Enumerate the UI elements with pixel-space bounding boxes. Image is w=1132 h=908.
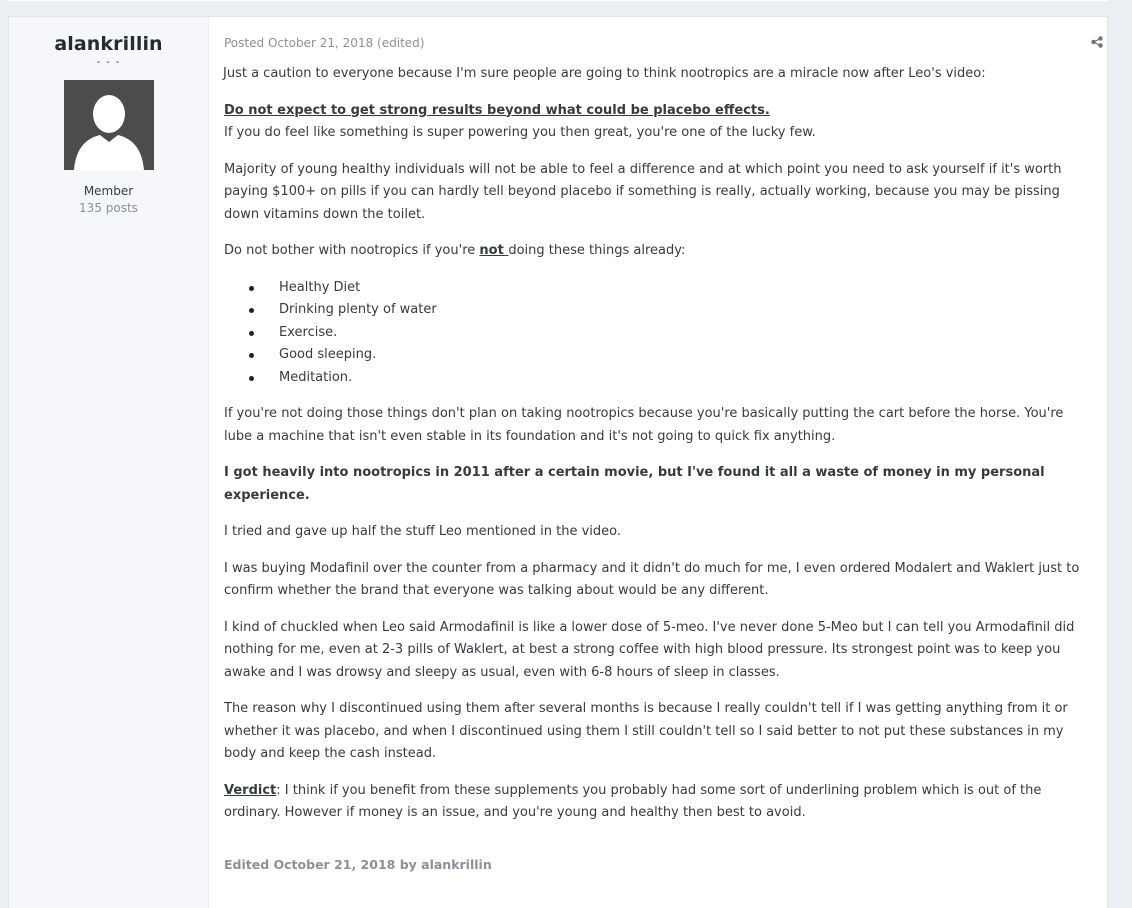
post-intro: Just a caution to everyone because I'm sure people are going to think nootropics are a miracle now after Leo's video:	[223, 66, 986, 81]
cart-paragraph: If you're not doing those things don't plan on taking nootropics because you're basically putting the cart before the horse. You're lube a machine that isn't even stable in its foundation and it's not going to quick fix anything.	[224, 406, 1064, 444]
majority-paragraph: Majority of young healthy individuals will not be able to feel a difference and at which point you need to ask yourself if it's worth paying $100+ on pills if you can hardly tell beyond placebo if something is really, actually working, because you may be pissing down vitamins down the toilet.	[224, 161, 1062, 222]
warning-underlined: Do not expect to get strong results beyond what could be placebo effects.	[224, 102, 770, 118]
posted-date[interactable]: October 21, 2018	[267, 36, 374, 50]
author-name[interactable]: alankrillin	[54, 33, 163, 55]
post-content	[224, 17, 1094, 908]
edited-flag: (edited)	[377, 36, 425, 50]
habits-list	[224, 277, 1094, 390]
verdict-paragraph	[224, 780, 1094, 825]
verdict-text: : I think if you benefit from these supplements you probably had some sort of underlining problem which is out of the ordinary. However if money is an issue, and you're young and healthy then best to avoid.	[224, 782, 1042, 820]
verdict-label: Verdict	[224, 782, 277, 798]
tried-paragraph: I tried and gave up half the stuff Leo mentioned in the video.	[224, 524, 621, 539]
reason-paragraph: The reason why I discontinued using them after several months is because I really couldn't tell if I was getting anything from it or whether it was placebo, and when I discontinued using them I still couldn't tell so I said better to not put these substances in my body and keep the cash instead.	[224, 701, 1068, 761]
list-item: Exercise.	[279, 322, 1094, 345]
avatar-silhouette	[64, 80, 154, 170]
bother-after: doing these things already:	[508, 243, 686, 258]
modafinil-paragraph: I was buying Modafinil over the counter from a pharmacy and it didn't do much for me, I even ordered Modalert and Waklert just to confirm whether the brand that everyone was talking about would be any different.	[224, 560, 1080, 598]
bother-not: not	[479, 243, 509, 258]
post-meta	[224, 35, 1094, 51]
list-item: Drinking plenty of water	[279, 299, 1094, 322]
list-item: Good sleeping.	[279, 344, 1094, 367]
bother-paragraph	[224, 240, 1094, 263]
previous-post-edge	[8, 0, 1108, 1]
heavily-paragraph	[224, 462, 1094, 507]
heavily-bold: I got heavily into nootropics in 2011 after a certain movie, but I've found it all a waste of money in my personal experience.	[224, 465, 1045, 503]
author-group: Member	[83, 184, 134, 198]
author-panel	[9, 17, 209, 908]
posted-prefix: Posted	[224, 36, 265, 50]
warning-paragraph	[224, 100, 1094, 145]
author-post-count: 135 posts	[79, 201, 138, 215]
bother-before: Do not bother with nootropics if you're	[224, 243, 480, 258]
edited-line: Edited October 21, 2018 by alankrillin	[224, 857, 492, 872]
user-silhouette-icon[interactable]	[64, 80, 154, 170]
list-item: Meditation.	[279, 367, 1094, 390]
post-body	[224, 63, 1094, 825]
warning-followup: If you do feel like something is super powering you then great, you're one of the lucky few.	[224, 125, 816, 140]
forum-post	[8, 16, 1108, 908]
author-rank-pips: - - -	[96, 55, 121, 68]
list-item: Healthy Diet	[279, 277, 1094, 300]
share-icon[interactable]	[1091, 36, 1103, 48]
armodafinil-paragraph: I kind of chuckled when Leo said Armodafinil is like a lower dose of 5-meo. I've never done 5-Meo but I can tell you Armodafinil did nothing for me, even at 2-3 pills of Waklert, at best a strong coffee with high blood pressure. Its strongest point was to keep you awake and I was drowsy and sleepy as usual, even with 6-8 hours of sleep in classes.	[224, 619, 1075, 680]
